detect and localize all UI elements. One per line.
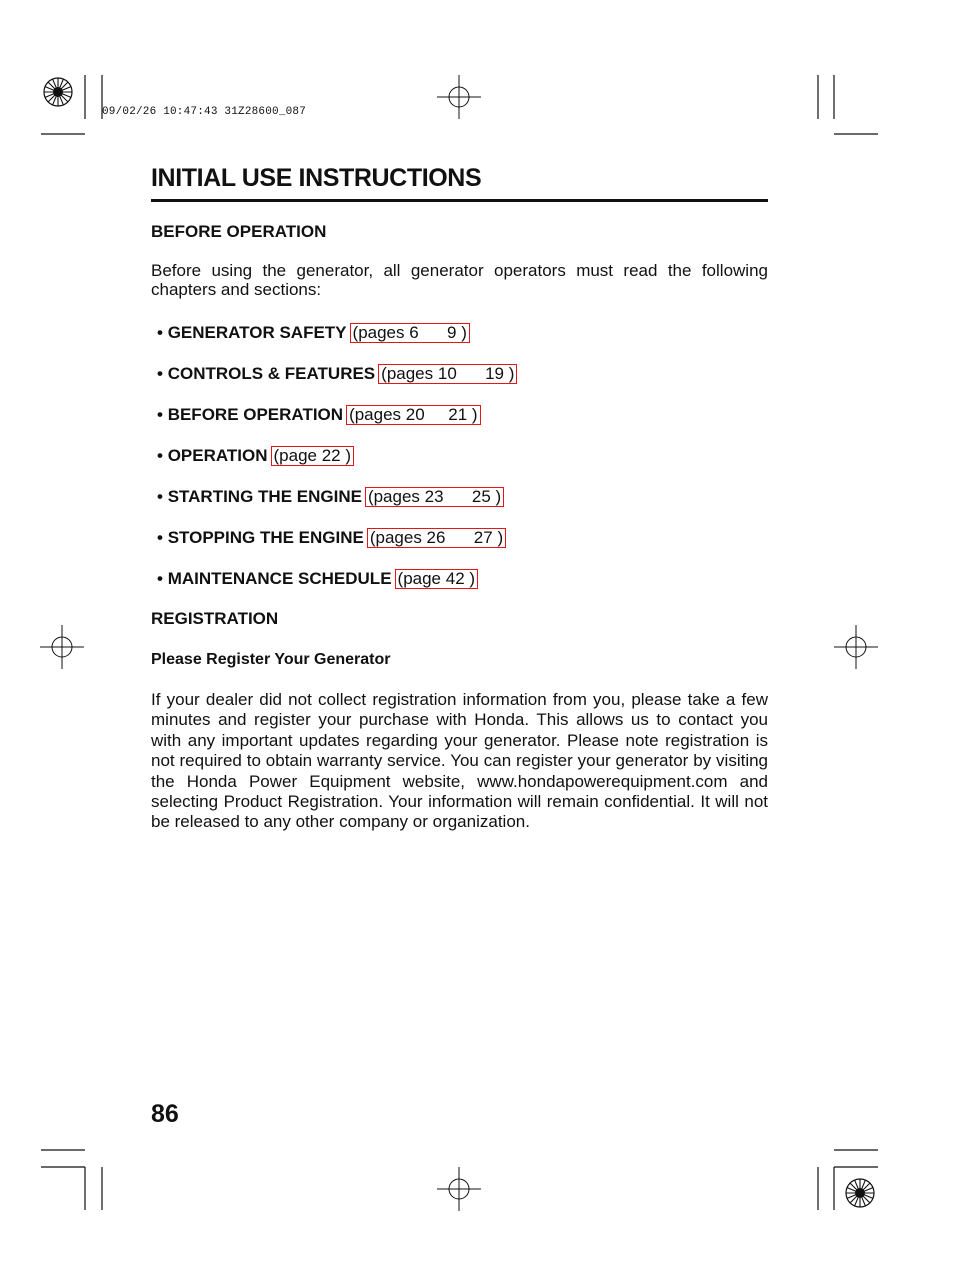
bullet-icon: • — [157, 405, 163, 424]
print-stamp: 09/02/26 10:47:43 31Z28600_087 — [102, 106, 307, 118]
list-item-label: CONTROLS & FEATURES — [167, 364, 376, 383]
required-reading-list — [157, 323, 517, 610]
bullet-icon: • — [157, 528, 163, 547]
section-heading-registration: REGISTRATION — [151, 609, 279, 628]
list-item-label: BEFORE OPERATION — [167, 405, 344, 424]
bullet-icon: • — [157, 569, 163, 588]
list-item — [157, 364, 517, 405]
title-divider — [151, 199, 768, 202]
list-item — [157, 569, 517, 610]
list-item — [157, 487, 517, 528]
page-reference-link[interactable]: (pages 10 19 ) — [378, 364, 517, 384]
page-reference-link[interactable]: (page 22 ) — [271, 446, 355, 466]
list-item-label: GENERATOR SAFETY — [167, 323, 347, 342]
page-reference-link[interactable]: (pages 20 21 ) — [346, 405, 481, 425]
crosshair-left-icon — [40, 625, 84, 669]
bullet-icon: • — [157, 323, 163, 342]
list-item-label: MAINTENANCE SCHEDULE — [167, 569, 392, 588]
page-reference-link[interactable]: (pages 23 25 ) — [365, 487, 504, 507]
page-number: 86 — [151, 1100, 179, 1128]
bullet-icon: • — [157, 364, 163, 383]
page-reference-link[interactable]: (pages 26 27 ) — [367, 528, 506, 548]
crosshair-top-icon — [437, 75, 481, 119]
crosshair-bottom-icon — [437, 1167, 481, 1211]
list-item-label: OPERATION — [167, 446, 268, 465]
bullet-icon: • — [157, 487, 163, 506]
intro-paragraph: Before using the generator, all generator operators must read the following chapters and sections: — [151, 261, 768, 299]
list-item — [157, 405, 517, 446]
page-title: INITIAL USE INSTRUCTIONS — [151, 164, 482, 192]
crosshair-right-icon — [834, 625, 878, 669]
subheading-register-generator: Please Register Your Generator — [151, 651, 391, 668]
starburst-bottom-right-icon — [846, 1179, 874, 1207]
list-item-label: STARTING THE ENGINE — [167, 487, 362, 506]
bullet-icon: • — [157, 446, 163, 465]
registration-paragraph: If your dealer did not collect registration information from you, please take a few minutes and register your purchase with Honda. This allows us to contact you with any important updates regarding your generator. Please note registration is not required to obtain warranty service. You can register your generator by visiting the Honda Power Equipment website, www.hondapowerequipment.com and selecting Product Registration. Your information will remain confidential. It will not be released to any other company or organization. — [151, 690, 768, 832]
list-item-label: STOPPING THE ENGINE — [167, 528, 364, 547]
page-reference-link[interactable]: (page 42 ) — [395, 569, 479, 589]
list-item — [157, 323, 517, 364]
page-reference-link[interactable]: (pages 6 9 ) — [350, 323, 470, 343]
list-item — [157, 528, 517, 569]
list-item — [157, 446, 517, 487]
section-heading-before-operation: BEFORE OPERATION — [151, 222, 327, 241]
starburst-top-left-icon — [44, 78, 72, 106]
